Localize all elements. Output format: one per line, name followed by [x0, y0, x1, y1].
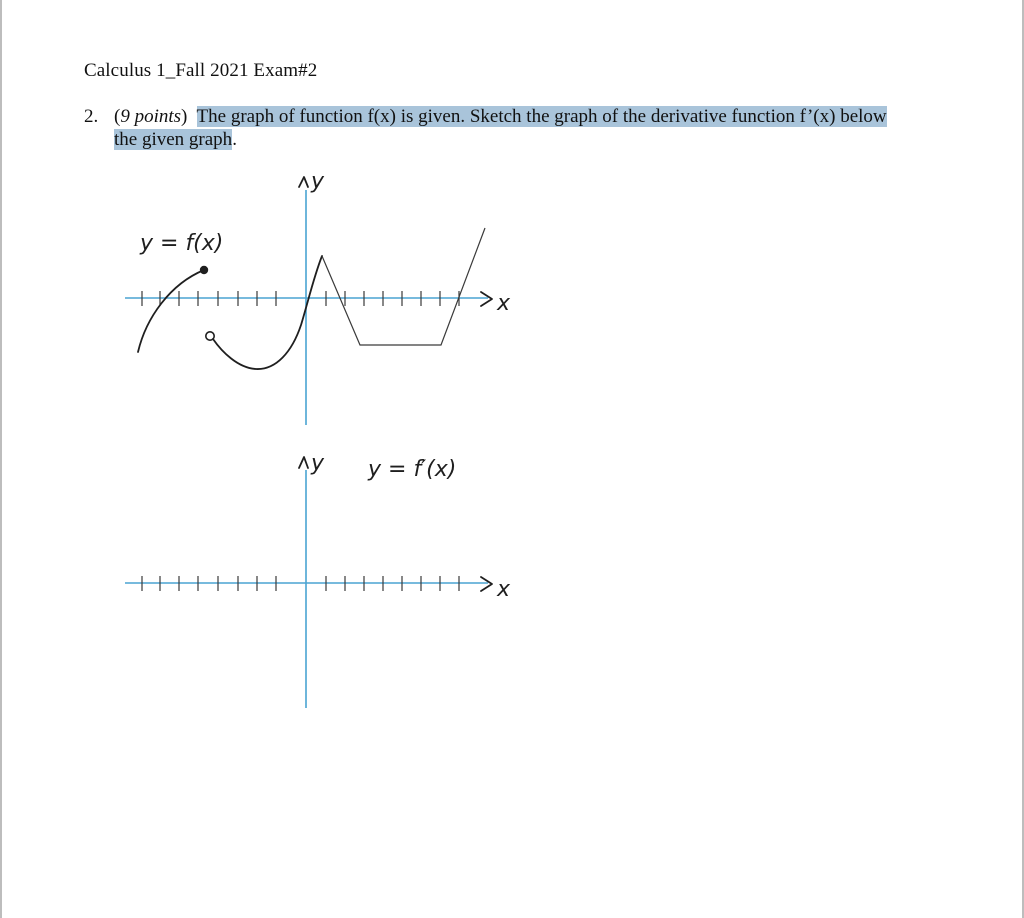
points-open: ( [114, 106, 121, 127]
bottom-graph [125, 451, 511, 708]
points-close: ) [181, 106, 188, 127]
bottom-x-axis-label: x [497, 577, 511, 602]
closed-dot-icon [200, 266, 208, 274]
top-piecewise-lines [322, 228, 485, 345]
top-graph [125, 169, 511, 425]
top-x-arrow-icon [481, 292, 492, 306]
question-number: 2. [84, 106, 99, 127]
bottom-x-arrow-icon [481, 577, 492, 591]
points-word: points [134, 106, 182, 127]
top-x-axis-label: x [497, 291, 511, 316]
question-text-highlight[interactable]: The graph of function f(x) is given. Sketch the graph of the derivative function f’(x) below [196, 106, 887, 127]
exam-header: Calculus 1_Fall 2021 Exam#2 [84, 60, 318, 81]
points-value: 9 [120, 106, 130, 127]
bottom-y-arrow-icon [299, 457, 308, 468]
top-y-arrow-icon [299, 177, 308, 187]
top-y-axis-label: y [311, 169, 325, 194]
question-period: . [232, 129, 237, 150]
top-curve-left [138, 270, 204, 352]
top-function-label: y = f(x) [140, 231, 224, 256]
bottom-y-axis-label: y [311, 451, 325, 476]
question-text-highlight-2[interactable]: the given graph [114, 129, 233, 150]
bottom-function-label: y = f′(x) [368, 457, 457, 482]
